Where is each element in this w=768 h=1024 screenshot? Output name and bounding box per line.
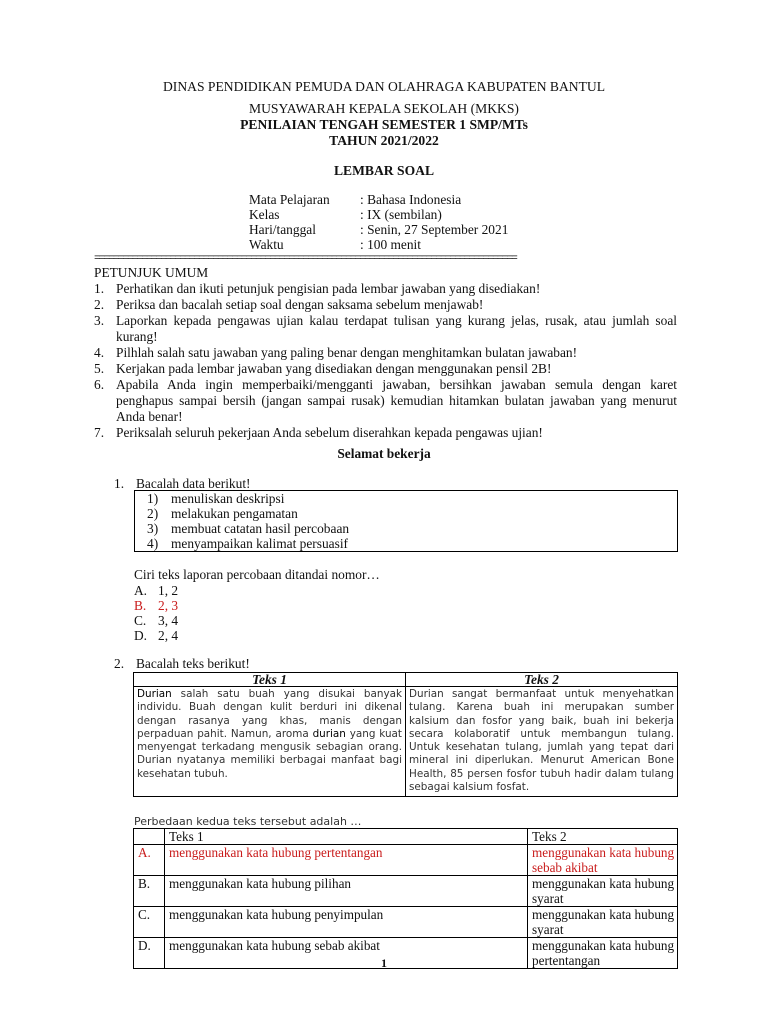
- option-teks2: menggunakan kata hubung syarat: [528, 876, 678, 907]
- instruction-item: [94, 297, 677, 313]
- option-c: [134, 613, 178, 628]
- meta-subject: [249, 192, 589, 207]
- header-agency: DINAS PENDIDIKAN PEMUDA DAN OLAHRAGA KABUPATEN BANTUL: [162, 79, 606, 94]
- header-exam-title: PENILAIAN TENGAH SEMESTER 1 SMP/MTs: [240, 117, 528, 132]
- data-item-text: membuat catatan hasil percobaan: [171, 521, 350, 536]
- option-letter: C.: [134, 907, 165, 938]
- data-item-number: 1): [147, 491, 159, 506]
- option-row-b: [134, 876, 678, 907]
- teks2-header: Teks 2: [406, 673, 678, 687]
- data-item-number: 2): [147, 506, 159, 521]
- question-prompt: Bacalah data berikut!: [136, 476, 251, 491]
- page-number: 1: [381, 956, 387, 970]
- data-item-text: menyampaikan kalimat persuasif: [171, 536, 348, 551]
- greeting: Selamat bekerja: [337, 446, 431, 461]
- option-text: 2, 3: [158, 598, 179, 613]
- option-teks1: menggunakan kata hubung penyimpulan: [165, 907, 528, 938]
- option-letter: D.: [134, 938, 165, 969]
- question-2-options-table: [133, 828, 678, 969]
- instruction-number: 1.: [94, 281, 105, 296]
- option-b: [134, 598, 178, 613]
- teks1-text: yang kuat menyengat terkadang mengusik sebagian orang. Durian nyatanya memiliki berbagai manfaat bagi kesehatan tubuh.: [137, 727, 403, 780]
- column-header-teks2: Teks 2: [528, 829, 678, 845]
- meta-value: : Senin, 27 September 2021: [360, 222, 509, 237]
- instruction-text: Kerjakan pada lembar jawaban yang disediakan dengan menggunakan pensil 2B!: [116, 361, 552, 376]
- instruction-item: [94, 313, 677, 345]
- question-number: 1.: [114, 476, 125, 491]
- teks2-body: Durian sangat bermanfaat untuk menyehatkan tulang. Karena buah ini merupakan sumber kalsium dan fosfor yang baik, buah ini bekerja secara kolaboratif untuk membangun tulang. Untuk kesehatan tulang, jumlah yang tepat dari mineral ini diperlukan. Menurut American Bone Health, 85 persen fosfor tubuh hadir dalam tulang sebagai kalsium fosfat.: [406, 687, 678, 797]
- option-letter: B.: [134, 876, 165, 907]
- instruction-text: Periksalah seluruh pekerjaan Anda sebelum diserahkan kepada pengawas ujian!: [116, 425, 543, 440]
- meta-class: [249, 207, 589, 222]
- option-teks1: menggunakan kata hubung sebab akibat: [165, 938, 528, 969]
- teks1-highlight-word: durian: [312, 727, 346, 740]
- header-sheet-title: LEMBAR SOAL: [333, 163, 435, 178]
- option-letter: D.: [134, 628, 148, 643]
- meta-value: : Bahasa Indonesia: [360, 192, 462, 207]
- data-item-number: 3): [147, 521, 159, 536]
- teks1-highlight-word: Durian: [137, 688, 172, 700]
- option-a: [134, 583, 178, 598]
- question-1-stem: Ciri teks laporan percobaan ditandai nomor…: [134, 567, 380, 582]
- data-item: [135, 536, 677, 551]
- table-cell: [134, 829, 165, 845]
- meta-key: Waktu: [249, 237, 284, 252]
- instruction-text: Periksa dan bacalah setiap soal dengan saksama sebelum menjawab!: [116, 297, 484, 312]
- instruction-item: [94, 425, 677, 441]
- instruction-item: [94, 377, 677, 425]
- instruction-text: Laporkan kepada pengawas ujian kalau terdapat tulisan yang kurang jelas, rusak, atau jumlah soal kurang!: [116, 313, 677, 344]
- data-item-text: menuliskan deskripsi: [171, 491, 285, 506]
- instruction-number: 7.: [94, 425, 105, 440]
- teks1-header: Teks 1: [134, 673, 406, 687]
- question-number: 2.: [114, 656, 125, 671]
- general-instructions: [94, 265, 677, 441]
- meta-key: Kelas: [249, 207, 280, 222]
- instruction-text: Perhatikan dan ikuti petunjuk pengisian pada lembar jawaban yang disediakan!: [116, 281, 541, 296]
- meta-value: : 100 menit: [360, 237, 421, 252]
- meta-key: Hari/tanggal: [249, 222, 316, 237]
- data-item: [135, 506, 677, 521]
- data-item-text: melakukan pengamatan: [171, 506, 298, 521]
- instruction-item: [94, 345, 677, 361]
- question-2-stem: Perbedaan kedua teks tersebut adalah …: [134, 815, 362, 828]
- option-teks2: menggunakan kata hubung syarat: [528, 907, 678, 938]
- option-letter: A.: [134, 845, 165, 876]
- meta-key: Mata Pelajaran: [249, 192, 330, 207]
- option-text: 3, 4: [158, 613, 179, 628]
- meta-time: [249, 237, 589, 252]
- instruction-number: 4.: [94, 345, 105, 360]
- instruction-number: 5.: [94, 361, 105, 376]
- exam-meta: [249, 192, 589, 252]
- instruction-number: 3.: [94, 313, 105, 328]
- option-text: 2, 4: [158, 628, 179, 643]
- question-1-data-box: [134, 490, 678, 552]
- instruction-item: [94, 281, 677, 297]
- data-item: [135, 521, 677, 536]
- option-row-c: [134, 907, 678, 938]
- question-2-texts-table: [133, 672, 678, 797]
- teks1-body: [134, 687, 406, 797]
- data-item-number: 4): [147, 536, 159, 551]
- option-teks1: menggunakan kata hubung pertentangan: [165, 845, 528, 876]
- instruction-text: Apabila Anda ingin memperbaiki/mengganti jawaban, bersihkan jawaban semula dengan karet penghapus sampai bersih (jangan sampai rusak) kemudian hitamkan bulatan jawaban yang menurut Anda benar!: [116, 377, 677, 424]
- option-letter: B.: [134, 598, 147, 613]
- option-d: [134, 628, 178, 643]
- question-2-prompt: [114, 656, 250, 672]
- question-prompt: Bacalah teks berikut!: [136, 656, 250, 671]
- instruction-number: 6.: [94, 377, 105, 392]
- option-text: 1, 2: [158, 583, 179, 598]
- instructions-title: PETUNJUK UMUM: [94, 265, 209, 280]
- instruction-text: Pilhlah salah satu jawaban yang paling benar dengan menghitamkan bulatan jawaban!: [116, 345, 578, 360]
- option-teks1: menggunakan kata hubung pilihan: [165, 876, 528, 907]
- teks1-text: salah satu buah yang disukai banyak individu. Buah dengan kulit berduri ini dikenal dengan rasanya yang khas, manis dengan perpaduan pahit. Namun, aroma: [137, 688, 402, 740]
- meta-value: : IX (sembilan): [360, 207, 442, 222]
- table-header-row: [134, 829, 678, 845]
- option-letter: A.: [134, 583, 148, 598]
- option-letter: C.: [134, 613, 147, 628]
- meta-date: [249, 222, 589, 237]
- question-1-options: [134, 583, 178, 643]
- option-teks2: menggunakan kata hubung sebab akibat: [528, 845, 678, 876]
- header-mkks: MUSYAWARAH KEPALA SEKOLAH (MKKS): [249, 101, 519, 116]
- separator-line: =========================================================================================: [94, 253, 516, 265]
- data-item: [135, 491, 677, 506]
- instruction-number: 2.: [94, 297, 105, 312]
- instruction-item: [94, 361, 677, 377]
- column-header-teks1: Teks 1: [165, 829, 528, 845]
- option-teks2: menggunakan kata hubung pertentangan: [528, 938, 678, 969]
- header-year: TAHUN 2021/2022: [329, 133, 439, 148]
- option-row-a: [134, 845, 678, 876]
